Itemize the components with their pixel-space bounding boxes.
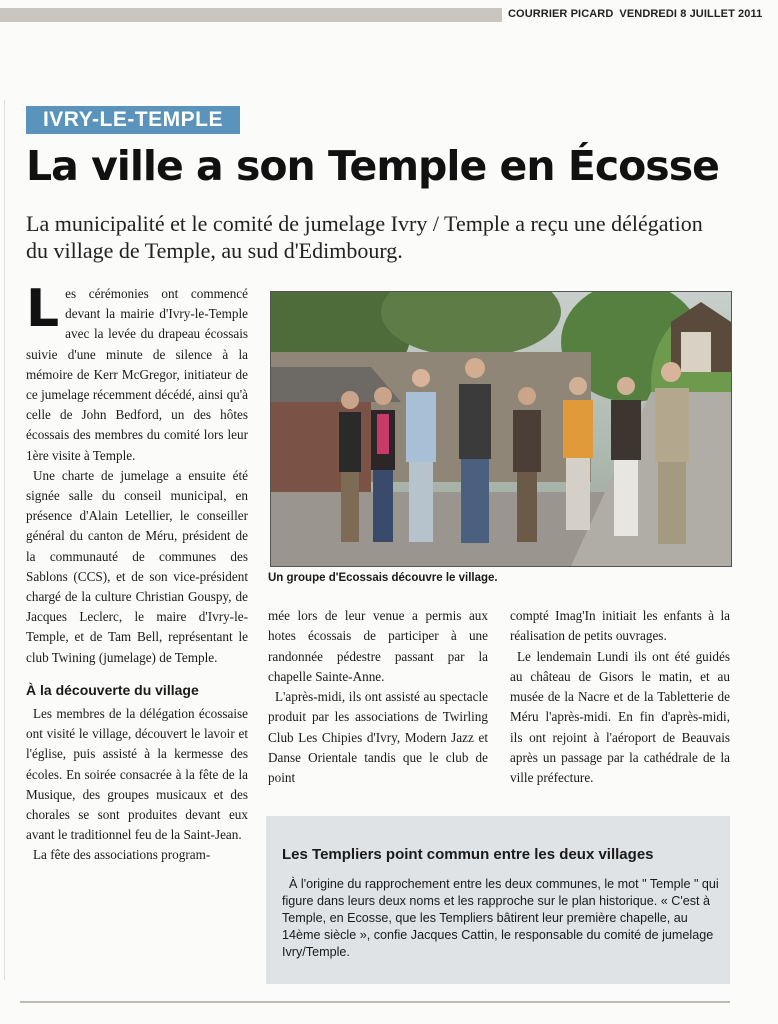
article-subtitle: La municipalité et le comité de jumelage Ivry / Temple a reçu une délégation du village de Temple, au sud d'Edimbourg. (26, 211, 703, 263)
paragraph-4: La fête des associations program- (33, 847, 211, 863)
page-header (508, 8, 762, 20)
section-kicker: IVRY-LE-TEMPLE (26, 106, 240, 134)
article-title: La ville a son Temple en Écosse (26, 142, 719, 190)
paragraph-1-text: es cérémonies ont commencé devant la mairie d'Ivry-le-Temple avec la levée du drapeau écossais suivie d'une minute de silence à la mémoire de Kerr McGregor, initiateur de ce jumelage récemment décédé, ainsi qu'à celle de John Bedford, un des hôtes écossais des membres du comité lors leur 1ère visite à Temple. (26, 286, 248, 463)
col2-paragraph-2: L'après-midi, ils ont assisté au spectacle produit par les associations de Twirling Club Les Chipies d'Ivry, Modern Jazz et Danse Orientale tandis que le club de point (268, 689, 488, 786)
col3-paragraph-1: compté Imag'In initiait les enfants à la réalisation de petits ouvrages. (510, 608, 730, 644)
box-text: À l'origine du rapprochement entre les deux communes, le mot " Temple " qui figure dans leurs deux noms et les rapproche sur le plan historique. « C'est à Temple, en Ecosse, que les Templiers bâtirent leur première chapelle, au 14ème siècle », confie Jacques Cattin, le responsable du comité de jumelage Ivry/Temple. (282, 877, 719, 959)
column-2 (268, 606, 488, 789)
column-1 (26, 279, 248, 866)
publication-name: COURRIER PICARD (508, 8, 614, 20)
sidebar-box (266, 816, 730, 984)
bottom-rule (20, 1001, 730, 1003)
header-rule (0, 8, 502, 22)
column-3 (510, 606, 730, 789)
box-heading: Les Templiers point commun entre les deux villages (282, 846, 654, 863)
column-rule (4, 100, 5, 980)
paragraph-2: Une charte de jumelage a ensuite été signée salle du conseil municipal, en présence d'Alain Letellier, le conseiller général du canton de Méru, président de la communauté de communes des Sablons (CCS), et de son vice-président chargé de la culture Christian Gouspy, de Jacques Leclerc, le maire d'Ivry-le-Temple, et de Tam Bell, représentant le club Twining (jumelage) de Temple. (26, 467, 248, 665)
paragraph-3: Les membres de la délégation écossaise ont visité le village, découvert le lavoir et l'église, puis assisté à la kermesse des écoles. En soirée consacrée à la fête de la Musique, des groupes musicaux et des chorales se sont produites devant eux avant le traditionnel feu de la Saint-Jean. (26, 706, 248, 843)
group-photo-image (271, 292, 731, 566)
paragraph-1 (26, 279, 248, 466)
publication-date: VENDREDI 8 JUILLET 2011 (619, 8, 763, 20)
drop-cap: L (26, 279, 60, 339)
section-heading: À la découverte du village (26, 681, 199, 698)
col3-paragraph-2: Le lendemain Lundi ils ont été guidés au château de Gisors le matin, et au musée de la Nacre et de la Tabletterie de Méru l'après-midi. En fin d'après-midi, ils ont rejoint à l'aéroport de Beauvais après un passage par la cathédrale de la ville préfecture. (510, 648, 730, 786)
col2-paragraph-1: mée lors de leur venue a permis aux hotes écossais de participer à une randonnée pédestre passant par la chapelle Sainte-Anne. (268, 608, 488, 684)
group-photo (270, 291, 732, 567)
photo-caption: Un groupe d'Ecossais découvre le village. (268, 572, 498, 584)
